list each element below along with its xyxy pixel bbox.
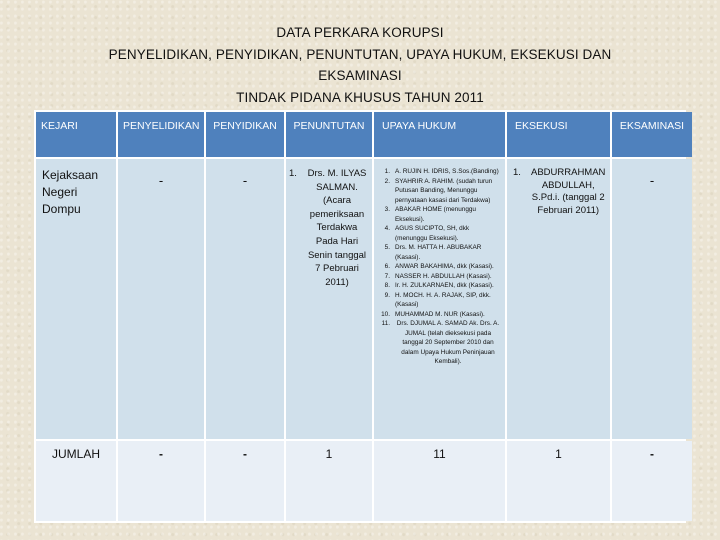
item-number: 2. bbox=[384, 177, 390, 185]
total-upaya-hukum: 11 bbox=[374, 441, 505, 521]
cell-penyelidikan bbox=[118, 159, 204, 439]
item-text: H. MOCH. H. A. RAJAK, SIP, dkk. (Kasasi) bbox=[395, 291, 491, 308]
item-number: 6. bbox=[384, 263, 390, 270]
list-item bbox=[374, 177, 505, 206]
eksekusi-list bbox=[507, 167, 610, 217]
list-item bbox=[374, 262, 505, 272]
eksaminasi-value: - bbox=[649, 173, 655, 188]
list-item bbox=[374, 272, 505, 282]
header-penyelidikan: PENYELIDIKAN bbox=[118, 112, 204, 157]
list-item bbox=[374, 281, 505, 291]
cell-eksaminasi bbox=[612, 159, 692, 439]
table-row bbox=[36, 159, 692, 439]
item-text: NASSER H. ABDULLAH (Kasasi). bbox=[395, 272, 492, 280]
list-item bbox=[374, 319, 505, 367]
case-table bbox=[34, 110, 686, 523]
item-number: 5. bbox=[384, 244, 390, 251]
cell-kejari: Kejaksaan Negeri Dompu bbox=[36, 159, 116, 439]
title-line-2: PENYELIDIKAN, PENYIDIKAN, PENUNTUTAN, UPAYA HUKUM, EKSEKUSI DAN bbox=[108, 46, 612, 62]
item-text: MUHAMMAD M. NUR (Kasasi). bbox=[395, 310, 485, 318]
cell-upaya-hukum bbox=[374, 159, 505, 439]
list-item bbox=[374, 224, 505, 243]
list-item bbox=[374, 243, 505, 262]
list-item bbox=[286, 167, 372, 289]
header-row bbox=[36, 112, 692, 157]
item-number: 1. bbox=[384, 168, 390, 175]
total-penyidikan: - bbox=[206, 441, 284, 521]
item-text: ANWAR BAKAHIMA, dkk (Kasasi). bbox=[395, 263, 494, 270]
title-line-1: DATA PERKARA KORUPSI bbox=[276, 25, 444, 40]
item-number: 10. bbox=[381, 310, 390, 318]
header-penyidikan: PENYIDIKAN bbox=[206, 112, 284, 157]
list-item bbox=[374, 291, 505, 310]
item-text: Ir. H. ZULKARNAEN, dkk (Kasasi). bbox=[395, 282, 494, 289]
item-number: 9. bbox=[384, 291, 390, 299]
penyelidikan-value: - bbox=[158, 173, 164, 188]
item-number: 7. bbox=[384, 272, 390, 280]
total-eksaminasi: - bbox=[612, 441, 692, 521]
list-item bbox=[507, 167, 610, 217]
penyidikan-value: - bbox=[242, 173, 248, 188]
cell-penuntutan bbox=[286, 159, 372, 439]
title-line-4: TINDAK PIDANA KHUSUS TAHUN 2011 bbox=[236, 89, 484, 105]
item-text: A. RUJIN H. IDRIS, S.Sos.(Banding) bbox=[395, 168, 499, 175]
item-text: ABAKAR HOME (menunggu Eksekusi). bbox=[395, 206, 476, 223]
header-upaya-hukum: UPAYA HUKUM bbox=[374, 112, 505, 157]
item-text: Drs. M. ILYAS SALMAN. (Acara pemeriksaan Terdakwa Pada Hari Senin tanggal 7 Pebruari 2011) bbox=[307, 168, 367, 288]
data-table bbox=[34, 110, 694, 523]
upaya-hukum-list bbox=[374, 167, 505, 367]
item-number: 1. bbox=[289, 168, 297, 179]
total-penuntutan: 1 bbox=[286, 441, 372, 521]
item-text: Drs. DJUMAL A. SAMAD Ak. Drs. A. JUMAL (telah dieksekusi pada tanggal 20 September 2010 dan dalam Upaya Hukum Peninjauan Kembali). bbox=[396, 320, 500, 365]
item-number: 11. bbox=[381, 320, 390, 327]
list-item bbox=[374, 205, 505, 224]
page-title bbox=[40, 22, 680, 108]
total-penyelidikan: - bbox=[118, 441, 204, 521]
item-number: 4. bbox=[384, 225, 390, 232]
header-penuntutan: PENUNTUTAN bbox=[286, 112, 372, 157]
penuntutan-list bbox=[286, 167, 372, 289]
item-text: AGUS SUCIPTO, SH, dkk (menunggu Eksekusi). bbox=[395, 225, 470, 242]
header-eksekusi: EKSEKUSI bbox=[507, 112, 610, 157]
list-item bbox=[374, 167, 505, 177]
title-line-3: EKSAMINASI bbox=[318, 68, 402, 83]
item-number: 8. bbox=[384, 282, 390, 289]
header-eksaminasi: EKSAMINASI bbox=[612, 112, 692, 157]
item-text: ABDURRAHMAN ABDULLAH, S.Pd.i. (tanggal 2 Februari 2011) bbox=[531, 167, 606, 216]
total-row bbox=[36, 441, 692, 521]
total-label: JUMLAH bbox=[36, 441, 116, 521]
list-item bbox=[374, 310, 505, 320]
header-kejari: KEJARI bbox=[36, 112, 116, 157]
cell-eksekusi bbox=[507, 159, 610, 439]
item-number: 3. bbox=[384, 206, 390, 213]
item-text: SYAHRIR A. RAHIM. (sudah turun Putusan Banding, Menunggu pernyataan kasasi dari Terdakwa) bbox=[395, 177, 493, 204]
item-number: 1. bbox=[513, 167, 521, 178]
item-text: Drs. M. HATTA H. ABUBAKAR (Kasasi). bbox=[395, 244, 482, 261]
cell-penyidikan bbox=[206, 159, 284, 439]
total-eksekusi: 1 bbox=[507, 441, 610, 521]
